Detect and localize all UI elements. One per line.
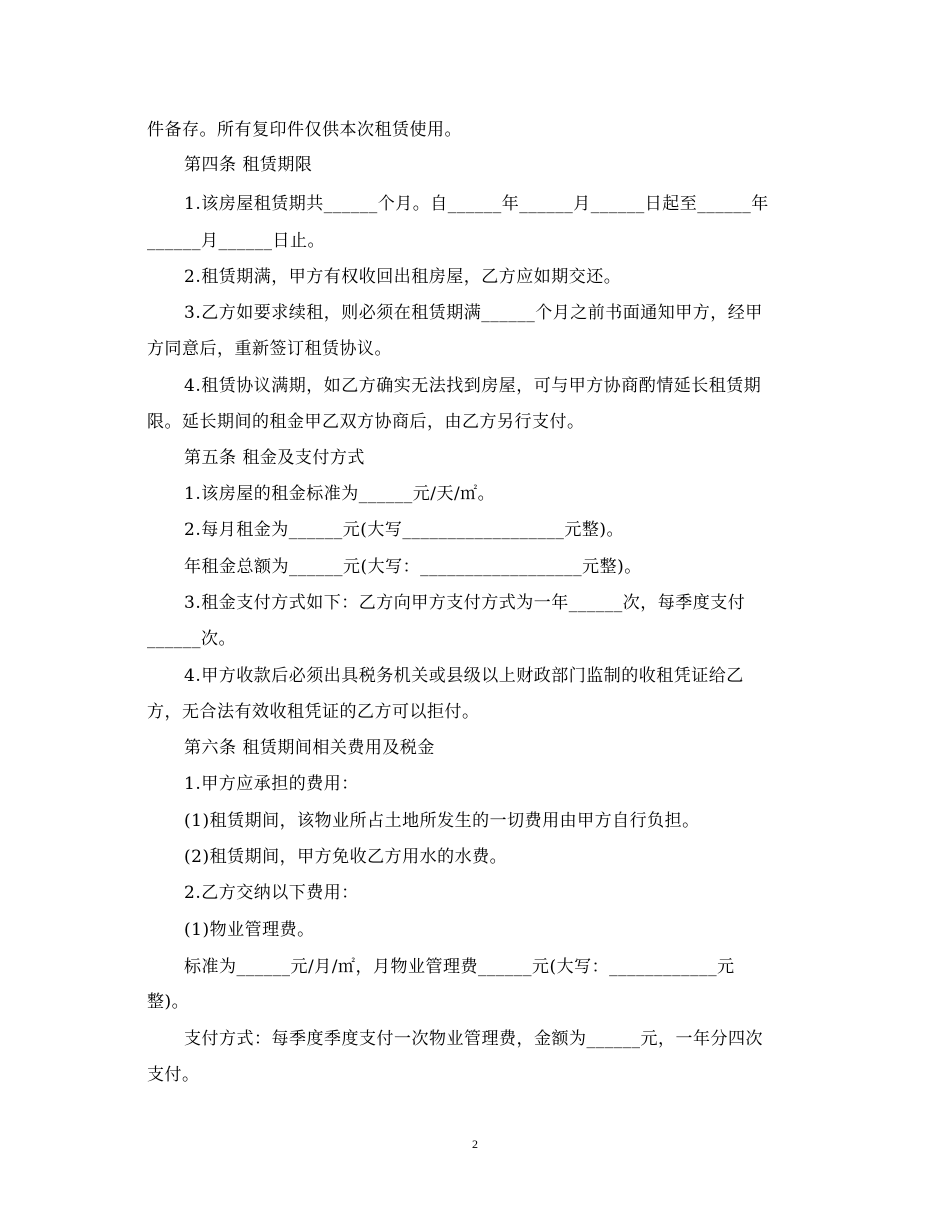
text-line: 标准为______元/月/㎡，月物业管理费______元(大写：____________元	[184, 957, 735, 977]
text-line: 方同意后，重新签订租赁协议。	[147, 339, 392, 359]
text-line: (1)物业管理费。	[184, 920, 315, 940]
text-line: 方，无合法有效收租凭证的乙方可以拒付。	[147, 702, 480, 722]
text-line: ______月______日止。	[147, 231, 325, 251]
text-line: 1.该房屋租赁期共______个月。自______年______月______日起至______年	[184, 194, 769, 214]
section-heading: 第四条 租赁期限	[184, 155, 313, 175]
text-line: 整)。	[147, 992, 190, 1012]
text-line: 支付。	[147, 1065, 200, 1085]
text-line: 1.甲方应承担的费用：	[184, 774, 359, 794]
section-heading: 第五条 租金及支付方式	[184, 448, 365, 468]
text-line: 2.租赁期满，甲方有权收回出租房屋，乙方应如期交还。	[184, 267, 622, 287]
text-line: 2.乙方交纳以下费用：	[184, 883, 359, 903]
text-line: (1)租赁期间，该物业所占土地所发生的一切费用由甲方自行负担。	[184, 811, 700, 831]
page-number: 2	[472, 1137, 478, 1151]
text-line: 3.租金支付方式如下：乙方向甲方支付方式为一年______次，每季度支付	[184, 593, 746, 613]
text-line: 年租金总额为______元(大写：__________________元整)。	[184, 557, 642, 577]
text-line: 1.该房屋的租金标准为______元/天/㎡。	[184, 484, 496, 504]
text-line: 限。延长期间的租金甲乙双方协商后，由乙方另行支付。	[147, 412, 585, 432]
text-line: (2)租赁期间，甲方免收乙方用水的水费。	[184, 847, 508, 867]
text-line: 4.甲方收款后必须出具税务机关或县级以上财政部门监制的收租凭证给乙	[184, 666, 744, 686]
text-line: 2.每月租金为______元(大写__________________元整)。	[184, 520, 624, 540]
section-heading: 第六条 租赁期间相关费用及税金	[184, 738, 435, 758]
text-line: 4.租赁协议满期，如乙方确实无法找到房屋，可与甲方协商酌情延长租赁期	[184, 376, 762, 396]
text-line: ______次。	[147, 629, 236, 649]
text-line: 3.乙方如要求续租，则必须在租赁期满______个月之前书面通知甲方，经甲	[184, 303, 763, 323]
text-line: 件备存。所有复印件仅供本次租赁使用。	[147, 120, 462, 140]
text-line: 支付方式：每季度季度支付一次物业管理费，金额为______元，一年分四次	[184, 1029, 763, 1049]
